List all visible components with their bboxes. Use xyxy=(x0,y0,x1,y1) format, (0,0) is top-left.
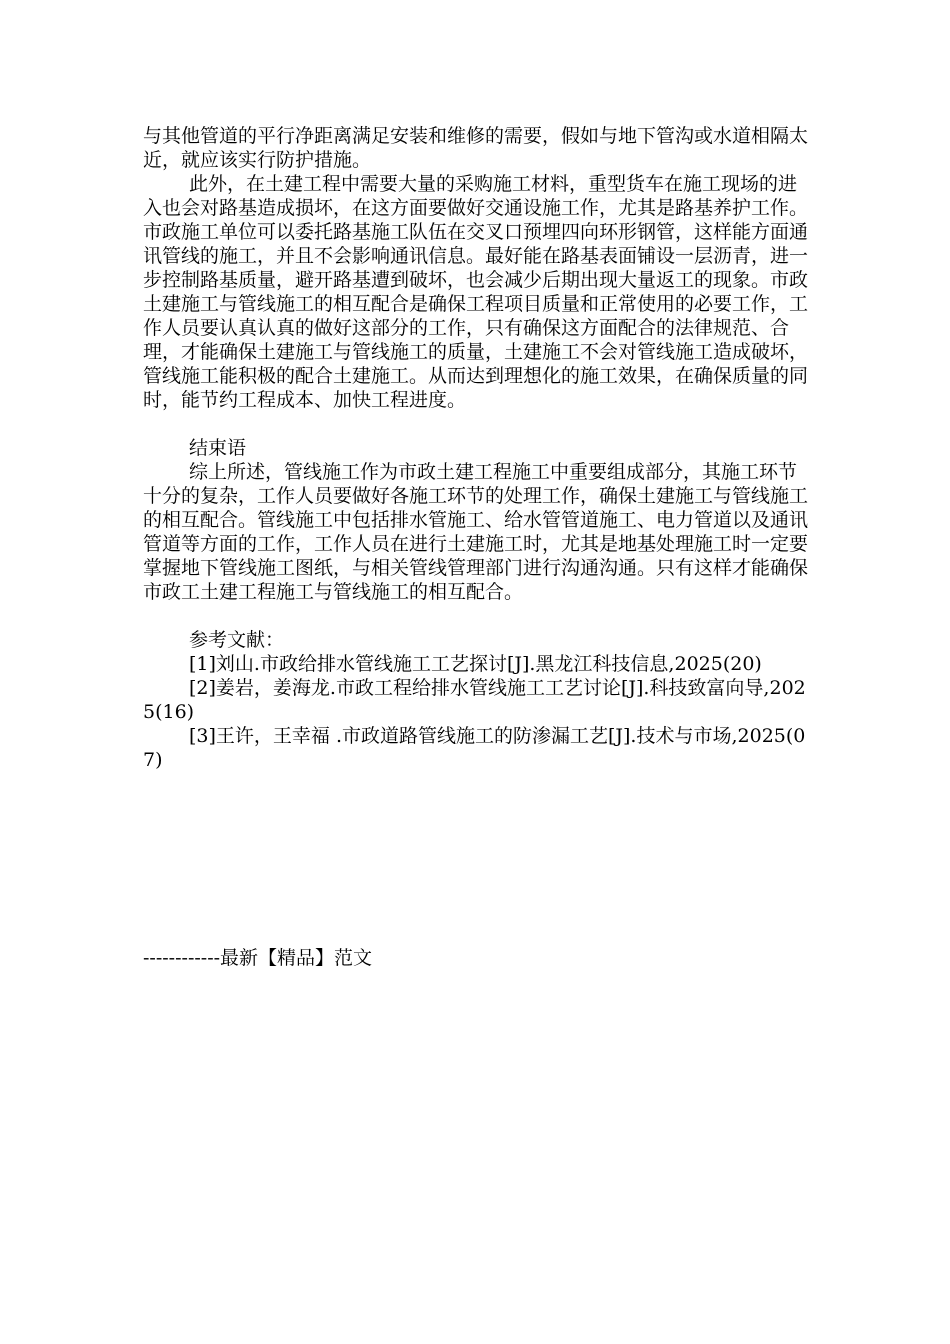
paragraph-3: 综上所述，管线施工作为市政土建工程施工中重要组成部分，其施工环节十分的复杂，工作人员要做好各施工环节的处理工作，确保土建施工与管线施工的相互配合。管线施工中包括排水管施工、给水管管道施工、电力管道以及通讯管道等方面的工作，工作人员在进行土建施工时，尤其是地基处理施工时一定要掌握地下管线施工图纸，与相关管线管理部门进行沟通沟通。只有这样才能确保市政工土建工程施工与管线施工的相互配合。 xyxy=(143,461,809,603)
document-body xyxy=(143,124,813,772)
references-heading: 参考文献： xyxy=(189,629,285,651)
reference-item-3: [3]王许，王幸福 .市政道路管线施工的防渗漏工艺[J].技术与市场,2025(07) xyxy=(143,725,806,771)
paragraph-2: 此外，在土建工程中需要大量的采购施工材料，重型货车在施工现场的进入也会对路基造成损坏，在这方面要做好交通设施工作，尤其是路基养护工作。市政施工单位可以委托路基施工队伍在交叉口预埋四向环形钢管，这样能方面通讯管线的施工，并且不会影响通讯信息。最好能在路基表面铺设一层沥青，进一步控制路基质量，避开路基遭到破坏，也会减少后期出现大量返工的现象。市政土建施工与管线施工的相互配合是确保工程项目质量和正常使用的必要工作，工作人员要认真认真的做好这部分的工作，只有确保这方面配合的法律规范、合理，才能确保土建施工与管线施工的质量，土建施工不会对管线施工造成破坏，管线施工能积极的配合土建施工。从而达到理想化的施工效果，在确保质量的同时，能节约工程成本、加快工程进度。 xyxy=(143,173,809,411)
footer-text: ------------最新【精品】范文 xyxy=(143,947,373,969)
reference-item-1: [1]刘山.市政给排水管线施工工艺探讨[J].黑龙江科技信息,2025(20) xyxy=(189,653,762,675)
conclusion-heading: 结束语 xyxy=(189,437,247,459)
reference-item-2: [2]姜岩，姜海龙.市政工程给排水管线施工工艺讨论[J].科技致富向导,2025(16) xyxy=(143,677,806,723)
paragraph-1: 与其他管道的平行净距离满足安装和维修的需要，假如与地下管沟或水道相隔太近，就应该实行防护措施。 xyxy=(143,125,809,171)
spacer xyxy=(143,412,813,436)
spacer xyxy=(143,604,813,628)
